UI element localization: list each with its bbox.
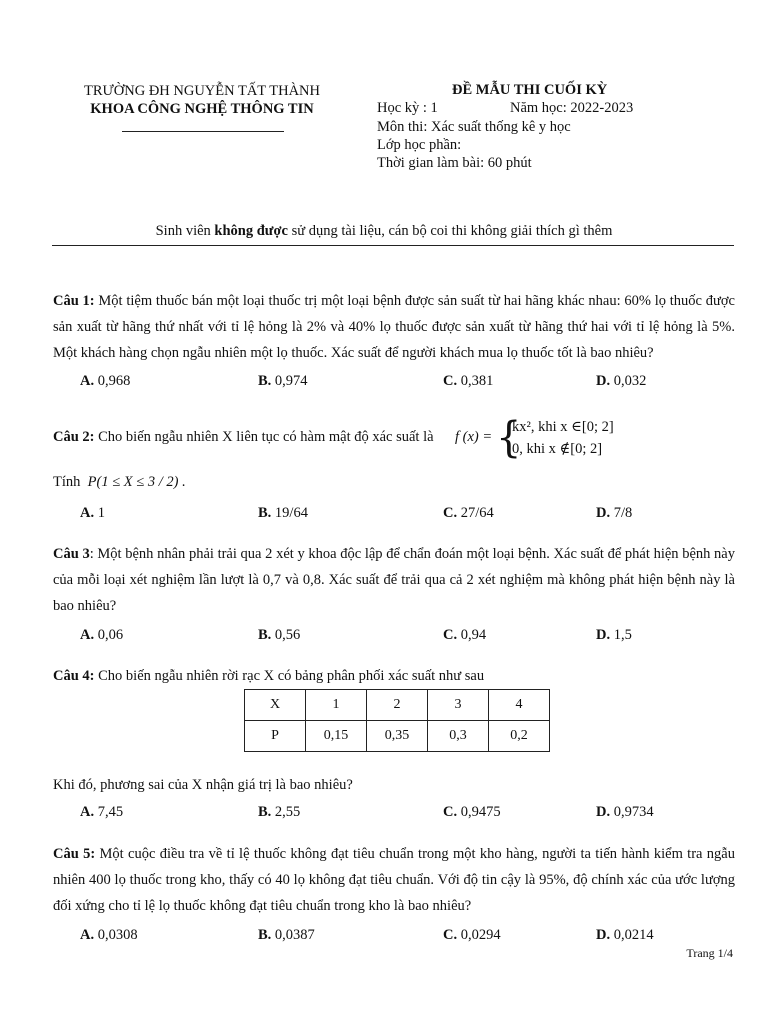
exam-notice [0, 223, 768, 240]
question-label: Câu 4: [53, 668, 95, 684]
q4-option-a[interactable] [80, 804, 123, 821]
q2-option-a[interactable] [80, 505, 105, 522]
faculty-name: KHOA CÔNG NGHỆ THÔNG TIN [90, 101, 314, 117]
option-value: 0,381 [460, 373, 494, 389]
question-label: Câu 2: [53, 429, 95, 445]
option-key: D. [596, 373, 611, 389]
q2-option-d[interactable] [596, 505, 632, 522]
option-value: 19/64 [274, 505, 308, 521]
option-value: 0,56 [274, 627, 301, 643]
q3-option-d[interactable] [596, 627, 632, 644]
option-key: C. [443, 927, 458, 943]
question-4 [53, 668, 484, 685]
option-key: B. [258, 505, 272, 521]
piecewise-brace: { [496, 413, 522, 463]
option-value: 0,0308 [97, 927, 138, 943]
q2-option-b[interactable] [258, 505, 308, 522]
option-key: B. [258, 927, 272, 943]
option-key: D. [596, 804, 611, 820]
option-key: A. [80, 927, 95, 943]
piecewise-case-2: 0, khi x ∉[0; 2] [512, 441, 603, 457]
option-key: D. [596, 627, 611, 643]
option-key: C. [443, 804, 458, 820]
table-cell: X [245, 690, 306, 721]
table-cell: 3 [428, 690, 489, 721]
q5-option-b[interactable] [258, 927, 315, 944]
q3-option-b[interactable] [258, 627, 300, 644]
q5-option-c[interactable] [443, 927, 501, 944]
question-text: Cho biến ngẫu nhiên rời rạc X có bảng phân phối xác suất như sau [94, 668, 485, 684]
q3-option-a[interactable] [80, 627, 123, 644]
q2-option-c[interactable] [443, 505, 494, 522]
class-section: Lớp học phần: [377, 137, 462, 153]
option-key: D. [596, 927, 611, 943]
task-label: Tính [53, 474, 81, 490]
question-label: Câu 5: [53, 846, 96, 862]
option-key: B. [258, 627, 272, 643]
notice-text-pre: Sinh viên [155, 223, 215, 239]
question-2-task [53, 474, 186, 491]
q1-option-d[interactable] [596, 373, 646, 390]
question-text: Cho biến ngẫu nhiên X liên tục có hàm mật độ xác suất là [94, 429, 434, 445]
option-value: 2,55 [274, 804, 301, 820]
school-year: Năm học: 2022-2023 [510, 100, 634, 116]
probability-expression: P(1 ≤ X ≤ 3 / 2) . [87, 474, 186, 490]
option-value: 27/64 [460, 505, 494, 521]
question-2 [53, 429, 434, 446]
option-key: D. [596, 505, 611, 521]
option-value: 0,974 [274, 373, 308, 389]
q3-option-c[interactable] [443, 627, 486, 644]
option-value: 7/8 [613, 505, 633, 521]
question-5 [53, 841, 735, 919]
exam-title: ĐỀ MẪU THI CUỐI KỲ [452, 82, 608, 98]
option-key: A. [80, 505, 95, 521]
table-cell: 0,3 [428, 721, 489, 752]
semester: Học kỳ : 1 [377, 100, 438, 116]
page-number: Trang 1/4 [686, 946, 733, 960]
table-cell: 1 [306, 690, 367, 721]
question-text: Một tiệm thuốc bán một loại thuốc trị một loại bệnh được sản suất từ hai hãng khác nhau: 60% lọ thuốc được sản xuất từ hãng thứ nhất với tỉ lệ hỏng là 2% và 40% lọ thuốc được sản xuất từ hãng thứ hai với tỉ lệ hỏng là 5%. Một khách hàng chọn ngẫu nhiên một lọ thuốc. Xác suất để người khách mua lọ thuốc tốt là bao nhiêu? [53, 293, 735, 361]
option-key: B. [258, 804, 272, 820]
table-cell: P [245, 721, 306, 752]
q5-option-a[interactable] [80, 927, 138, 944]
question-label: Câu 3 [53, 546, 90, 562]
q4-option-b[interactable] [258, 804, 300, 821]
subject: Môn thi: Xác suất thống kê y học [377, 119, 571, 135]
option-key: C. [443, 627, 458, 643]
option-value: 0,968 [97, 373, 131, 389]
institution-header [60, 82, 344, 118]
question-text: : Một bệnh nhân phải trải qua 2 xét y khoa độc lập để chẩn đoán một loại bệnh. Xác suất để phát hiện bệnh này của mỗi loại xét nghiệm lần lượt là 0,7 và 0,8. Xác suất để trải qua cả 2 xét nghiệm mà không phát hiện bệnh này là bao nhiêu? [53, 546, 735, 614]
table-cell: 0,2 [489, 721, 550, 752]
option-value: 7,45 [97, 804, 124, 820]
school-name: TRƯỜNG ĐH NGUYỄN TẤT THÀNH [84, 83, 320, 99]
notice-divider [52, 245, 734, 246]
piecewise-case-1: kx², khi x ∈[0; 2] [512, 419, 614, 435]
option-key: A. [80, 627, 95, 643]
q4-option-d[interactable] [596, 804, 654, 821]
option-key: A. [80, 373, 95, 389]
q5-option-d[interactable] [596, 927, 654, 944]
duration: Thời gian làm bài: 60 phút [377, 155, 532, 171]
header-divider [122, 131, 284, 132]
question-4-followup: Khi đó, phương sai của X nhận giá trị là bao nhiêu? [53, 777, 353, 793]
table-cell: 4 [489, 690, 550, 721]
option-value: 0,9734 [613, 804, 654, 820]
density-function-name: f (x) = [455, 429, 493, 445]
option-value: 0,06 [97, 627, 124, 643]
table-cell: 2 [367, 690, 428, 721]
option-value: 0,032 [613, 373, 647, 389]
question-text: Một cuộc điều tra về tỉ lệ thuốc không đạt tiêu chuẩn trong một kho hàng, người ta tiến hành kiểm tra ngẫu nhiên 400 lọ thuốc trong kho, thấy có 40 lọ không đạt tiêu chuẩn. Với độ tin cậy là 95%, độ chính xác của ước lượng đối xứng cho tỉ lệ lọ thuốc không đạt tiêu chuẩn trong kho là bao nhiêu? [53, 846, 735, 914]
option-value: 0,0294 [460, 927, 501, 943]
question-3 [53, 541, 735, 619]
option-key: A. [80, 804, 95, 820]
option-key: C. [443, 505, 458, 521]
option-key: B. [258, 373, 272, 389]
q1-option-a[interactable] [80, 373, 130, 390]
option-value: 0,0214 [613, 927, 654, 943]
table-cell: 0,35 [367, 721, 428, 752]
option-value: 1,5 [613, 627, 632, 643]
q4-option-c[interactable] [443, 804, 501, 821]
option-value: 0,9475 [460, 804, 501, 820]
q1-option-b[interactable] [258, 373, 308, 390]
option-key: C. [443, 373, 458, 389]
table-cell: 0,15 [306, 721, 367, 752]
option-value: 0,94 [460, 627, 487, 643]
probability-distribution-table [244, 689, 550, 752]
table-row [245, 721, 550, 752]
notice-text-post: sử dụng tài liệu, cán bộ coi thi không giải thích gì thêm [287, 223, 613, 239]
notice-text-bold: không được [214, 223, 288, 239]
option-value: 0,0387 [274, 927, 315, 943]
question-label: Câu 1: [53, 293, 95, 309]
option-value: 1 [97, 505, 105, 521]
q1-option-c[interactable] [443, 373, 493, 390]
question-1 [53, 288, 735, 366]
table-row [245, 690, 550, 721]
